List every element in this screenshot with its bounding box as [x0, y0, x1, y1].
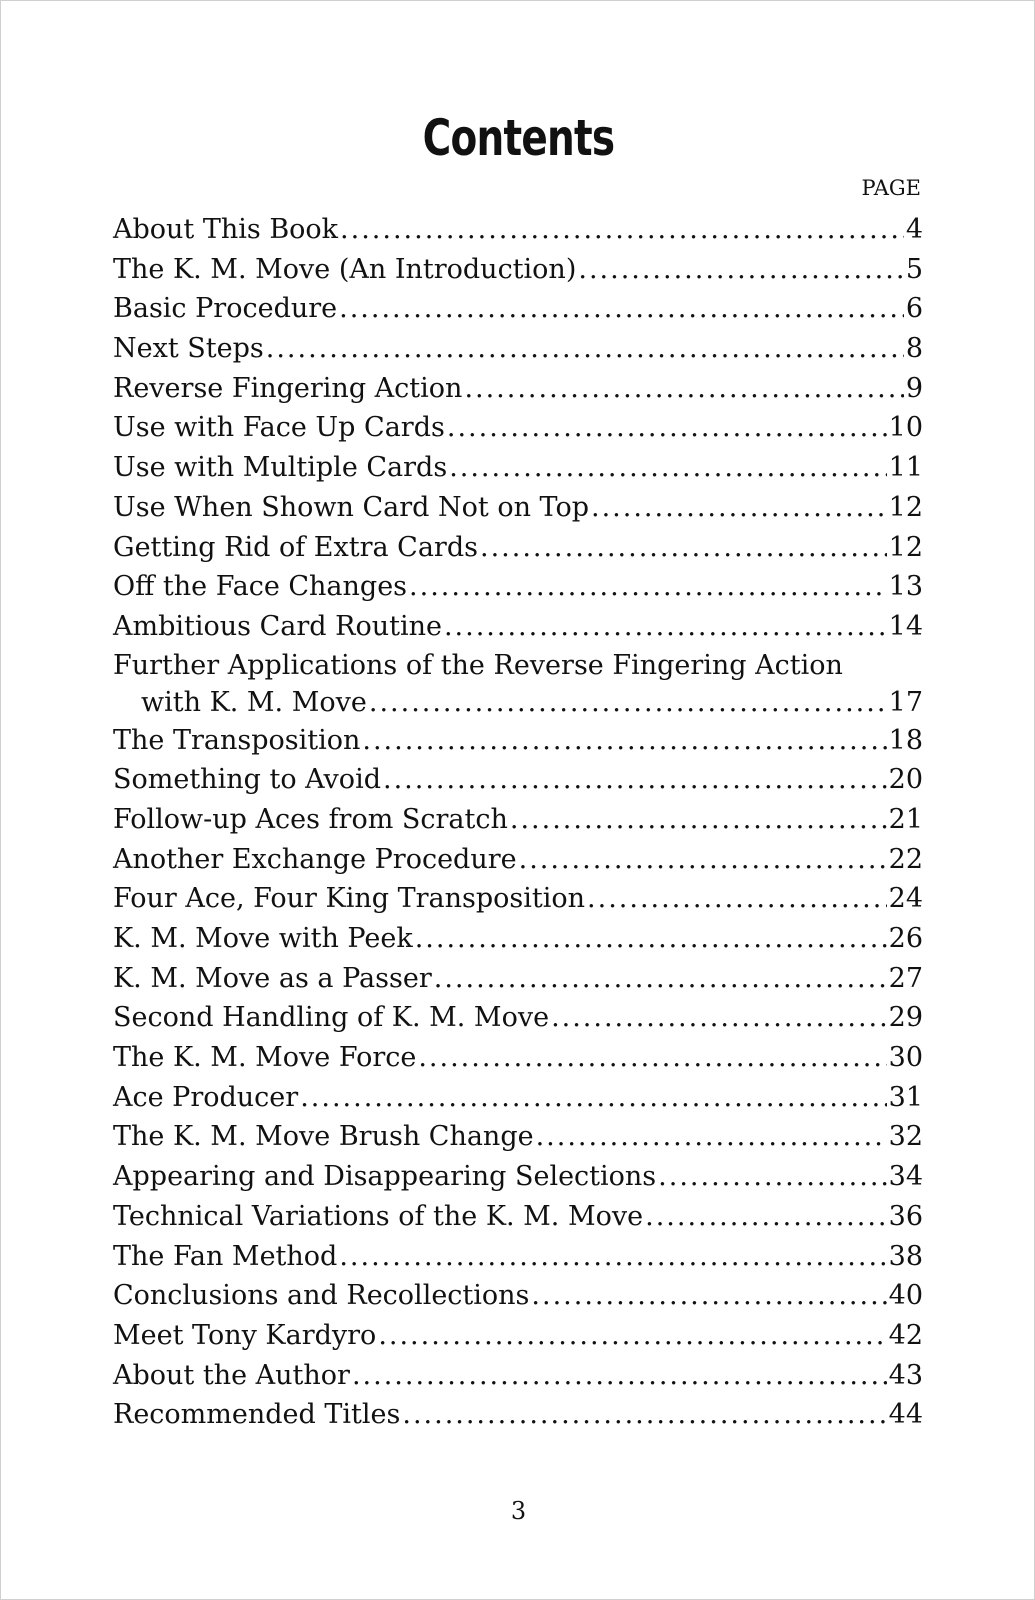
toc-entry [113, 448, 923, 488]
toc-entry [113, 840, 923, 880]
toc-leader-dots [300, 1078, 886, 1118]
toc-leader-dots [449, 448, 886, 488]
toc-entry-title: Another Exchange Procedure [113, 843, 517, 875]
toc-entry-page: 34 [888, 1161, 923, 1193]
toc-entry-title: Follow-up Aces from Scratch [113, 803, 508, 835]
toc-entry [113, 1316, 923, 1356]
toc-leader-dots [352, 1356, 887, 1396]
toc-entry-title: Use When Shown Card Not on Top [113, 491, 590, 523]
page-title: Contents [422, 109, 615, 167]
toc-leader-dots [415, 919, 887, 959]
toc-entry-title: Something to Avoid [113, 764, 381, 796]
toc-entry-title: Appearing and Disappearing Selections [113, 1161, 657, 1193]
toc-entry-page: 21 [888, 803, 923, 835]
toc-entry-page: 9 [905, 372, 923, 404]
toc-entry [113, 721, 923, 761]
toc-entry [113, 567, 923, 607]
toc-entry [113, 250, 923, 290]
toc-entry [113, 1395, 923, 1435]
toc-entry-page: 38 [888, 1240, 923, 1272]
toc-entry-page: 11 [888, 452, 923, 484]
toc-entry-page: 43 [888, 1359, 923, 1391]
toc-leader-dots [266, 329, 904, 369]
toc-entry-page: 27 [888, 962, 923, 994]
toc-entry [113, 1078, 923, 1118]
toc-entry-title: The Fan Method [113, 1240, 338, 1272]
toc-leader-dots [587, 879, 887, 919]
toc-entry-page: 42 [888, 1319, 923, 1351]
toc-entry [113, 998, 923, 1038]
toc-entry-title: Getting Rid of Extra Cards [113, 531, 478, 563]
toc-entry-title: The K. M. Move (An Introduction) [113, 253, 577, 285]
toc-entry-title: Reverse Fingering Action [113, 372, 463, 404]
toc-entry-page: 30 [888, 1042, 923, 1074]
toc-leader-dots [340, 210, 904, 250]
toc-entry [113, 408, 923, 448]
toc-entry [113, 1157, 923, 1197]
toc-entry-page: 18 [888, 724, 923, 756]
toc-entry-title: Further Applications of the Reverse Fingering Action [113, 649, 843, 681]
toc-entry [113, 528, 923, 568]
toc-entry [113, 329, 923, 369]
toc-leader-dots [339, 1237, 886, 1277]
page-number: 3 [510, 1497, 527, 1525]
toc-entry-page: 8 [905, 333, 923, 365]
toc-entry [113, 959, 923, 999]
toc-entry-title: Conclusions and Recollections [113, 1280, 530, 1312]
toc-leader-dots [531, 1276, 886, 1316]
toc-entry-title: Ace Producer [113, 1081, 299, 1113]
toc-leader-dots [447, 408, 887, 448]
toc-leader-dots [434, 959, 887, 999]
toc-leader-dots [645, 1197, 887, 1237]
toc-entry-title: Ambitious Card Routine [113, 610, 442, 642]
toc-entry-title: Meet Tony Kardyro [113, 1319, 377, 1351]
toc-leader-dots [402, 1395, 886, 1435]
toc-entry-title: Basic Procedure [113, 293, 338, 325]
toc-entry-title: About This Book [113, 214, 339, 245]
toc-leader-dots [591, 488, 887, 528]
toc-entry-title: Technical Variations of the K. M. Move [113, 1200, 644, 1232]
toc-entry-page: 12 [888, 491, 923, 523]
toc-entry-page: 14 [888, 610, 923, 642]
toc-entry-title: Off the Face Changes [113, 571, 408, 603]
toc-entry-page: 12 [888, 531, 923, 563]
toc-entry-page: 4 [905, 214, 923, 245]
toc-leader-dots [658, 1157, 886, 1197]
toc-entry [113, 800, 923, 840]
toc-entry-title: The K. M. Move Brush Change [113, 1121, 534, 1153]
toc-entry-title: K. M. Move with Peek [113, 923, 413, 954]
toc-leader-dots [464, 369, 903, 409]
toc-entry [113, 488, 923, 528]
toc-entry [113, 369, 923, 409]
toc-leader-dots [551, 998, 887, 1038]
toc-entry-page: 44 [888, 1399, 923, 1431]
toc-entry [113, 289, 923, 329]
toc-entry [113, 1356, 923, 1396]
toc-entry-page: 5 [905, 253, 923, 285]
toc-entry-title: Four Ace, Four King Transposition [113, 883, 586, 915]
toc-entry-page: 13 [888, 571, 923, 603]
toc-leader-dots [409, 567, 887, 607]
toc-leader-dots [480, 528, 887, 568]
toc-leader-dots [369, 685, 887, 721]
toc-leader-dots [362, 721, 886, 761]
toc-entry-page: 17 [888, 686, 923, 718]
toc-leader-dots [444, 607, 887, 647]
toc-entry-page: 31 [888, 1081, 923, 1113]
toc-entry-title: Use with Face Up Cards [113, 412, 445, 444]
toc-entry [113, 607, 923, 647]
toc-entry-title: The Transposition [113, 724, 361, 756]
toc-leader-dots [510, 800, 887, 840]
toc-leader-dots [536, 1117, 887, 1157]
toc-entry-title: Second Handling of K. M. Move [113, 1002, 550, 1034]
toc-leader-dots [378, 1316, 886, 1356]
toc-entry-page: 40 [888, 1280, 923, 1312]
toc-entry-title: Recommended Titles [113, 1399, 401, 1431]
toc-entry-title: K. M. Move as a Passer [113, 962, 432, 994]
toc-entry [113, 1237, 923, 1277]
toc-leader-dots [339, 289, 904, 329]
toc-entry-page: 36 [888, 1200, 923, 1232]
toc-entry-page: 22 [888, 843, 923, 875]
toc-entry-page: 32 [888, 1121, 923, 1153]
toc-entry-page: 29 [888, 1002, 923, 1034]
toc-entry-page: 20 [888, 764, 923, 796]
page-column-label: PAGE [861, 176, 921, 200]
toc-entry [113, 210, 923, 250]
toc-entry [113, 647, 923, 685]
toc-entry-continued [113, 685, 923, 721]
toc-leader-dots [418, 1038, 886, 1078]
toc-entry-title: Use with Multiple Cards [113, 452, 448, 484]
toc-entry-page: 24 [888, 883, 923, 915]
toc-entry [113, 919, 923, 959]
toc-entry [113, 1276, 923, 1316]
toc-entry-title: Next Steps [113, 333, 264, 365]
toc-entry-page: 6 [905, 293, 923, 325]
toc-leader-dots [578, 250, 903, 290]
toc-leader-dots [383, 760, 887, 800]
toc-entry [113, 1038, 923, 1078]
toc-entry-title: About the Author [113, 1359, 350, 1391]
toc-entry-title: The K. M. Move Force [113, 1042, 417, 1074]
table-of-contents [113, 210, 923, 1435]
toc-entry-title-continued: with K. M. Move [141, 686, 367, 718]
toc-entry [113, 1117, 923, 1157]
toc-entry-page: 10 [888, 412, 923, 444]
toc-entry [113, 879, 923, 919]
toc-entry [113, 760, 923, 800]
toc-leader-dots [519, 840, 887, 880]
toc-entry [113, 1197, 923, 1237]
toc-entry-page: 26 [888, 923, 923, 954]
